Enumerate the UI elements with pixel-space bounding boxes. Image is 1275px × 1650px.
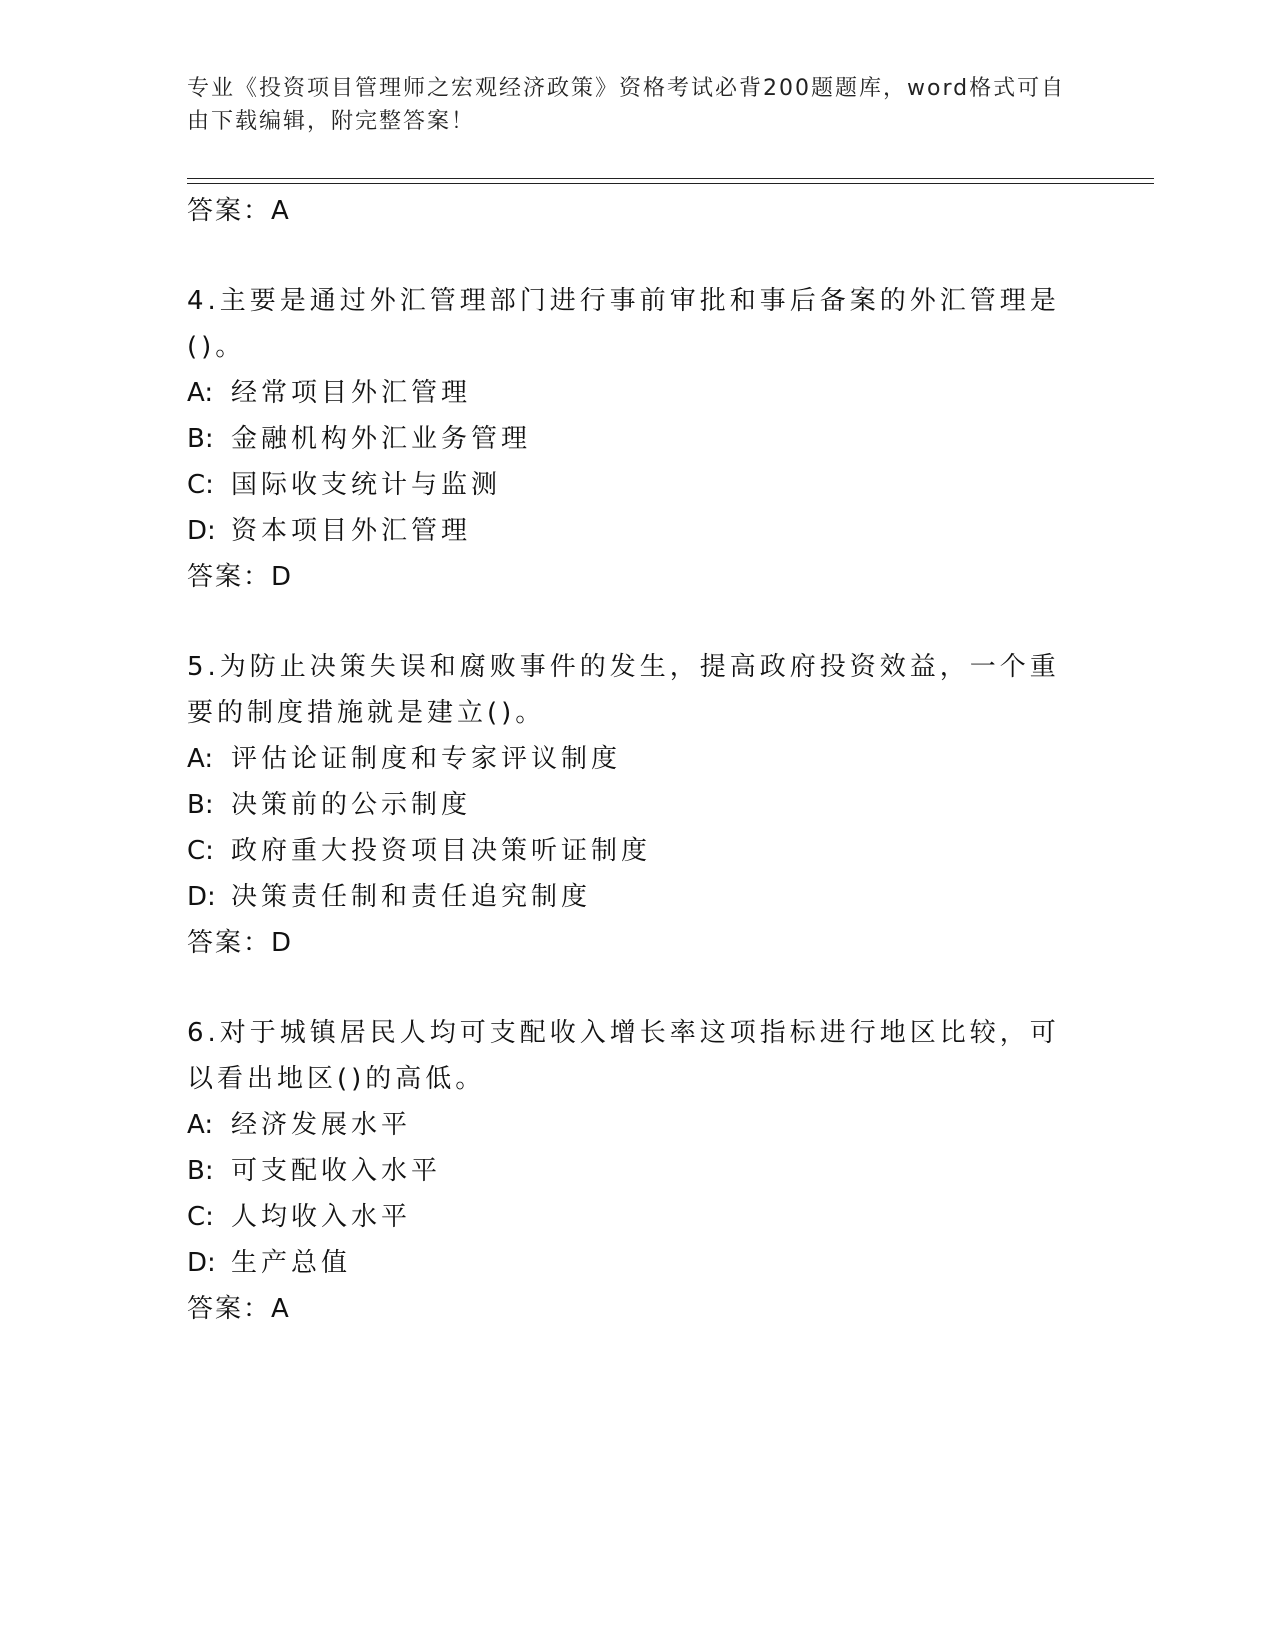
option-key: C: [187,1202,214,1232]
option-d [187,874,1067,920]
option-d [187,1240,1067,1286]
option-key: D: [187,1248,216,1278]
document-header: 专业《投资项目管理师之宏观经济政策》资格考试必背200题题库，word格式可自由下载编辑，附完整答案！ [187,76,1066,134]
answer-line: 答案：D [187,928,294,958]
option-c [187,1194,1067,1240]
option-text: 资本项目外汇管理 [231,516,472,546]
option-a [187,1102,1067,1148]
question-stem: 6.对于城镇居民人均可支配收入增长率这项指标进行地区比较，可以看出地区()的高低。 [187,1018,1060,1094]
option-key: A: [187,744,214,774]
option-text: 金融机构外汇业务管理 [231,424,532,454]
option-text: 决策责任制和责任追究制度 [231,882,592,912]
option-key: D: [187,516,216,546]
answer-line: 答案：D [187,562,294,592]
option-text: 评估论证制度和专家评议制度 [231,744,622,774]
option-b [187,782,1067,828]
option-text: 经济发展水平 [231,1110,412,1140]
question-4 [187,278,1067,600]
option-a [187,370,1067,416]
header-divider-top [187,178,1154,179]
option-b [187,1148,1067,1194]
option-text: 经常项目外汇管理 [231,378,472,408]
question-6 [187,1010,1067,1332]
option-d [187,508,1067,554]
option-key: C: [187,836,214,866]
question-stem: 4.主要是通过外汇管理部门进行事前审批和事后备案的外汇管理是()。 [187,286,1060,362]
option-text: 可支配收入水平 [231,1156,442,1186]
option-key: B: [187,790,214,820]
option-key: D: [187,882,216,912]
option-key: C: [187,470,214,500]
header-divider-bottom [187,183,1154,184]
option-text: 生产总值 [231,1248,352,1278]
option-text: 人均收入水平 [231,1202,412,1232]
option-b [187,416,1067,462]
option-key: A: [187,378,214,408]
answer-line: 答案：A [187,196,291,226]
option-text: 决策前的公示制度 [231,790,472,820]
option-a [187,736,1067,782]
option-text: 政府重大投资项目决策听证制度 [231,836,652,866]
question-5 [187,644,1067,966]
document-body [187,188,1067,1332]
option-key: B: [187,1156,214,1186]
question-stem: 5.为防止决策失误和腐败事件的发生，提高政府投资效益，一个重要的制度措施就是建立()。 [187,652,1060,728]
option-key: A: [187,1110,214,1140]
option-text: 国际收支统计与监测 [231,470,502,500]
answer-line: 答案：A [187,1294,291,1324]
option-c [187,828,1067,874]
option-c [187,462,1067,508]
option-key: B: [187,424,214,454]
